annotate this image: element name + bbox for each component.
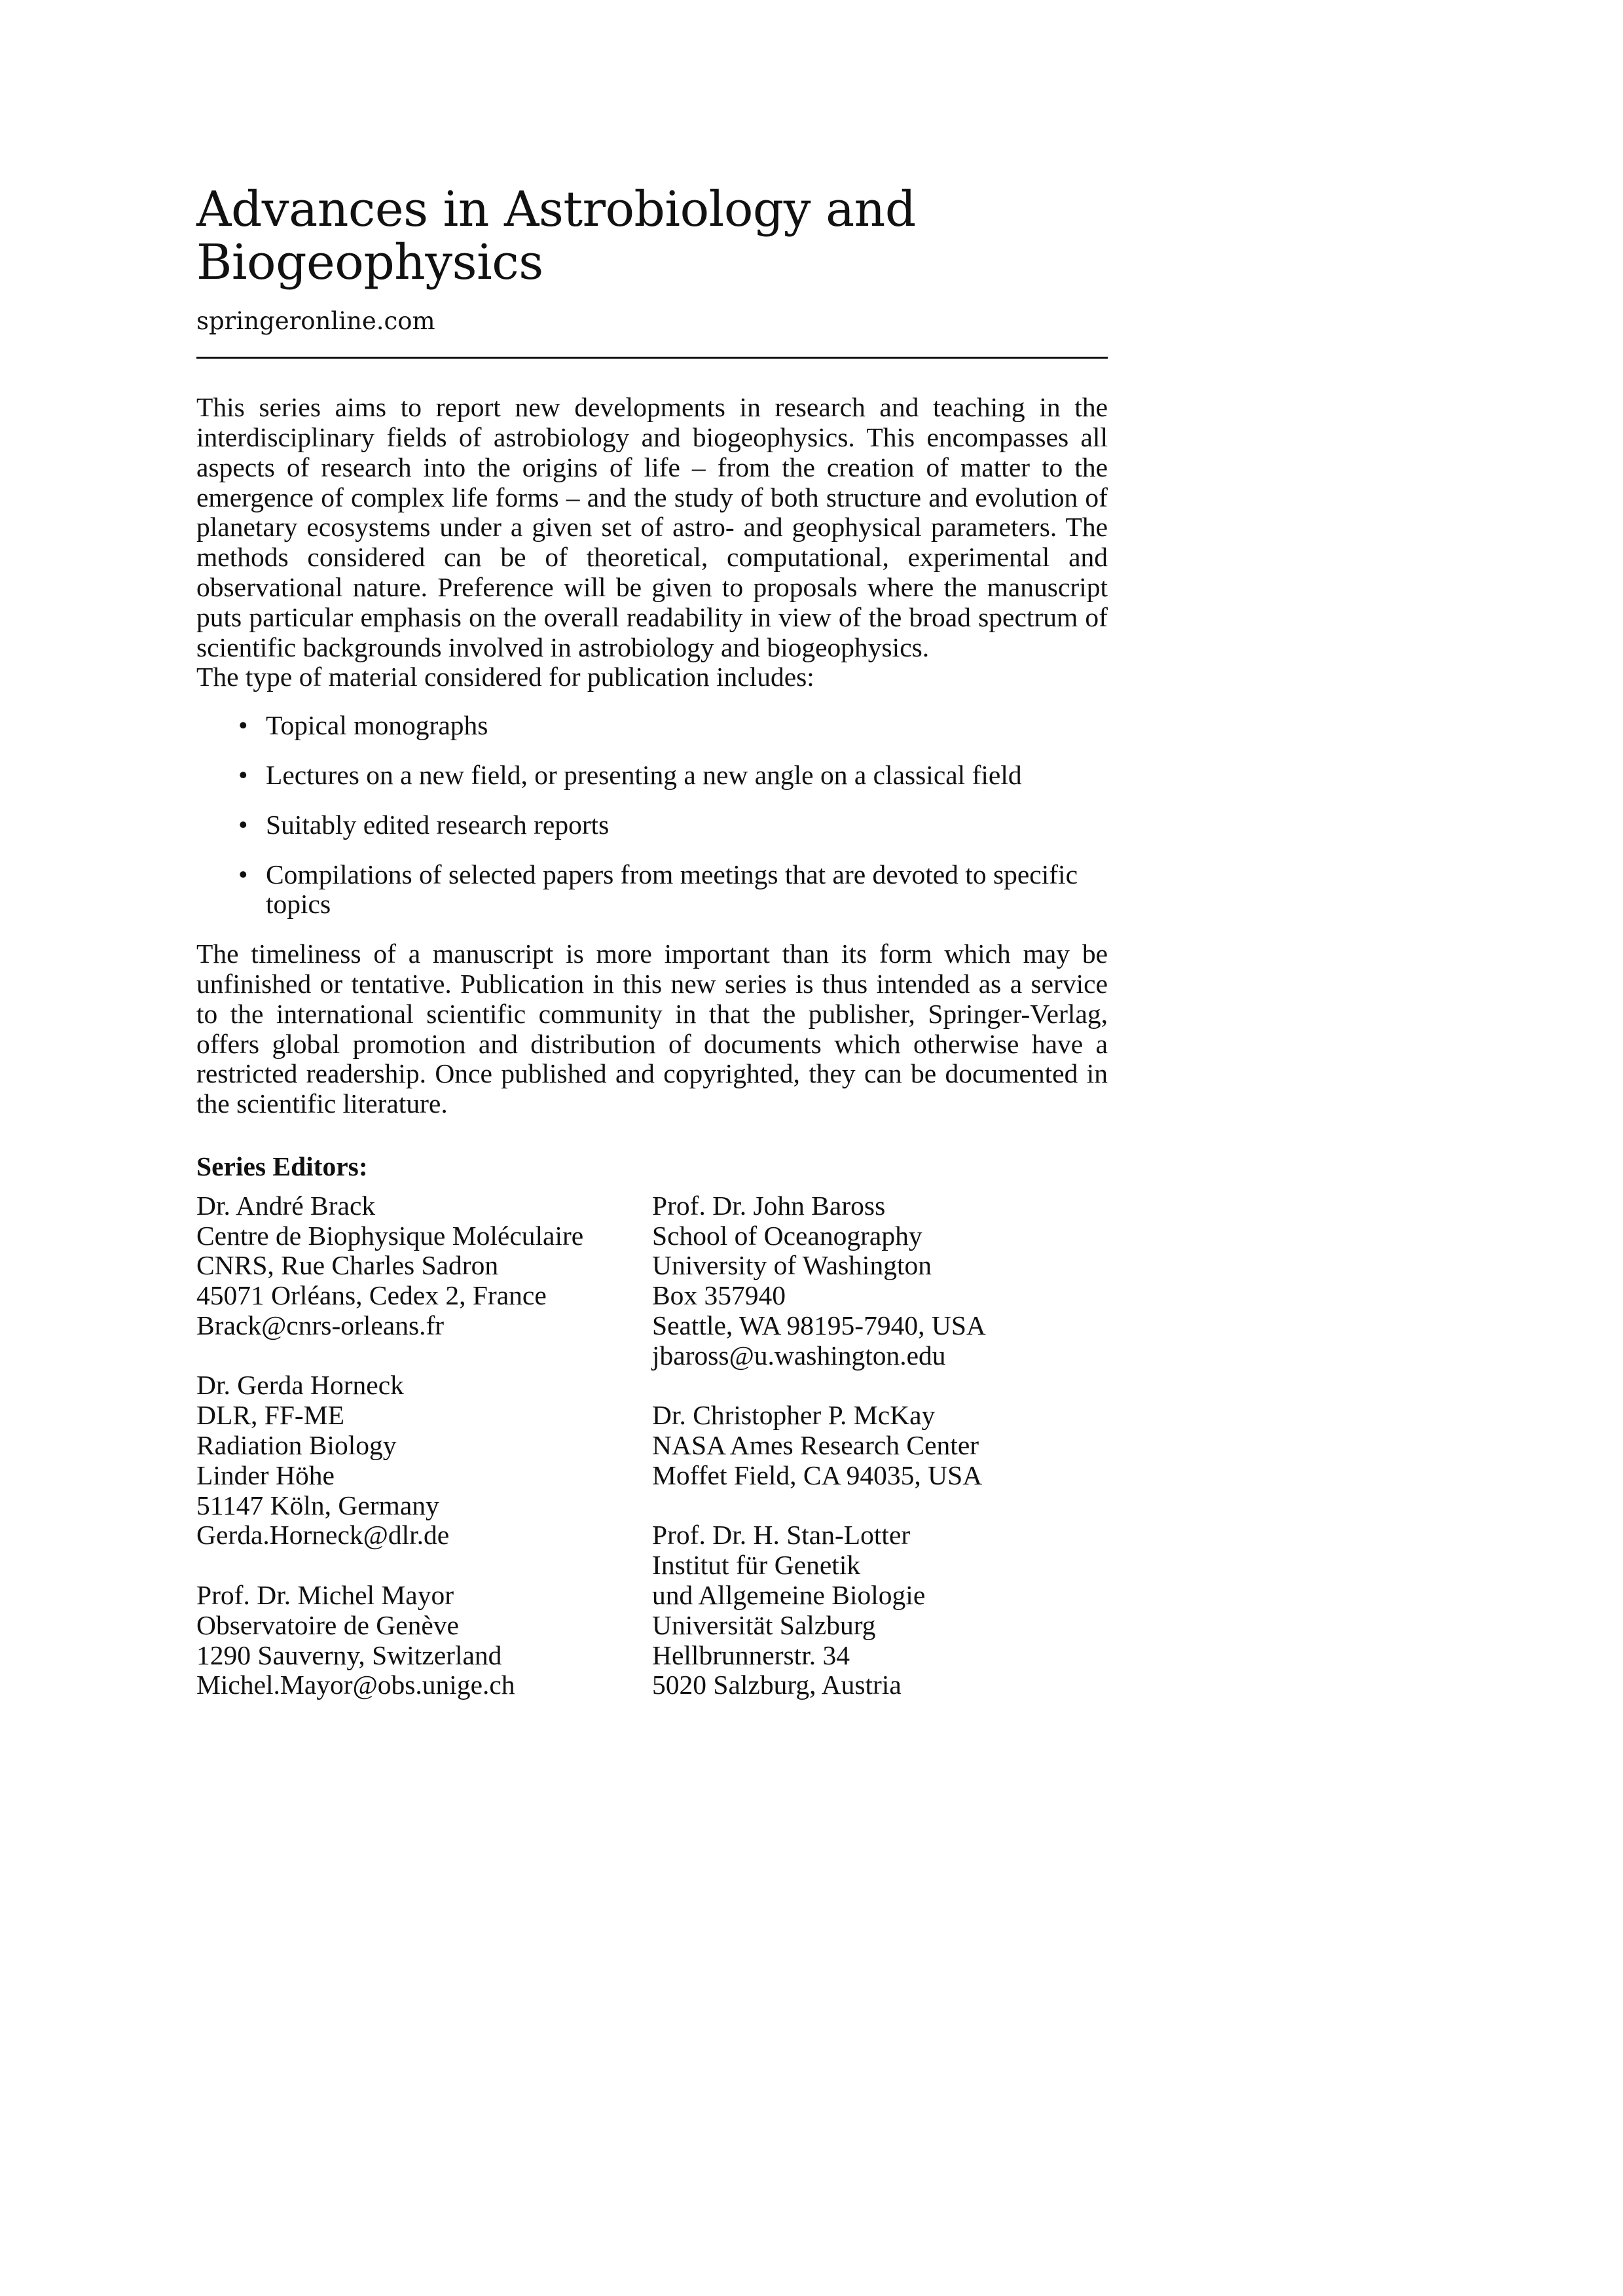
closing-paragraph: The timeliness of a manuscript is more important than its form which may be unfinished or tentative. Publication in this new series is thus intended as a service to the international scientific community in that the publisher, Springer-Verlag, offers global promotion and distribution of documents which otherwise have a restricted readership. Once published and copyrighted, they can be documented in the scientific literature. — [196, 939, 1108, 1119]
list-item: • Compilations of selected papers from meetings that are devoted to specific topics — [238, 859, 1078, 920]
editors-columns — [196, 1191, 1108, 1731]
editor-baross: Prof. Dr. John Baross School of Oceanography University of Washington Box 357940 Seattle, WA 98195-7940, USA jbaross@u.washington.edu — [652, 1190, 986, 1371]
editor-mayor: Prof. Dr. Michel Mayor Observatoire de Genève 1290 Sauverny, Switzerland Michel.Mayor@obs.unige.ch — [196, 1580, 515, 1700]
editors-left-column — [196, 1191, 652, 1731]
material-types-list — [196, 711, 1108, 920]
bullet-icon: • — [238, 710, 248, 741]
editor-horneck: Dr. Gerda Horneck DLR, FF-ME Radiation Biology Linder Höhe 51147 Köln, Germany Gerda.Horneck@dlr.de — [196, 1370, 450, 1551]
page-content — [196, 183, 1108, 1731]
bullet-icon: • — [238, 809, 248, 840]
bullet-icon: • — [238, 759, 248, 790]
description-paragraph: This series aims to report new developments in research and teaching in the interdisciplinary fields of astrobiology and biogeophysics. This encompasses all aspects of research into the origins of life – from the creation of matter to the emergence of complex life forms – and the study of both structure and evolution of planetary ecosystems under a given set of astro- and geophysical parameters. The methods considered can be of theoretical, computational, experimental and observational nature. Preference will be given to proposals where the manuscript puts particular emphasis on the overall readability in view of the broad spectrum of scientific backgrounds involved in astrobiology and biogeophysics. — [196, 392, 1108, 662]
editor-mckay: Dr. Christopher P. McKay NASA Ames Research Center Moffet Field, CA 94035, USA — [652, 1400, 983, 1490]
editors-right-column — [652, 1191, 1108, 1731]
title-rule — [196, 357, 1108, 359]
series-description — [196, 393, 1108, 692]
editor-stan-lotter: Prof. Dr. H. Stan-Lotter Institut für Genetik und Allgemeine Biologie Universität Salzburg Hellbrunnerstr. 34 5020 Salzburg, Austria — [652, 1520, 926, 1700]
list-item: • Suitably edited research reports — [238, 809, 610, 840]
list-item: • Topical monographs — [238, 710, 488, 741]
material-types-lead: The type of material considered for publication includes: — [196, 662, 814, 692]
list-item: • Lectures on a new field, or presenting a new angle on a classical field — [238, 759, 1022, 790]
series-title: Advances in Astrobiology and Biogeophysics — [196, 181, 916, 291]
editor-brack: Dr. André Brack Centre de Biophysique Moléculaire CNRS, Rue Charles Sadron 45071 Orléans, Cedex 2, France Brack@cnrs-orleans.fr — [196, 1190, 584, 1340]
publisher-url: springeronline.com — [196, 306, 435, 335]
bullet-icon: • — [238, 859, 248, 889]
editors-heading: Series Editors: — [196, 1151, 368, 1181]
